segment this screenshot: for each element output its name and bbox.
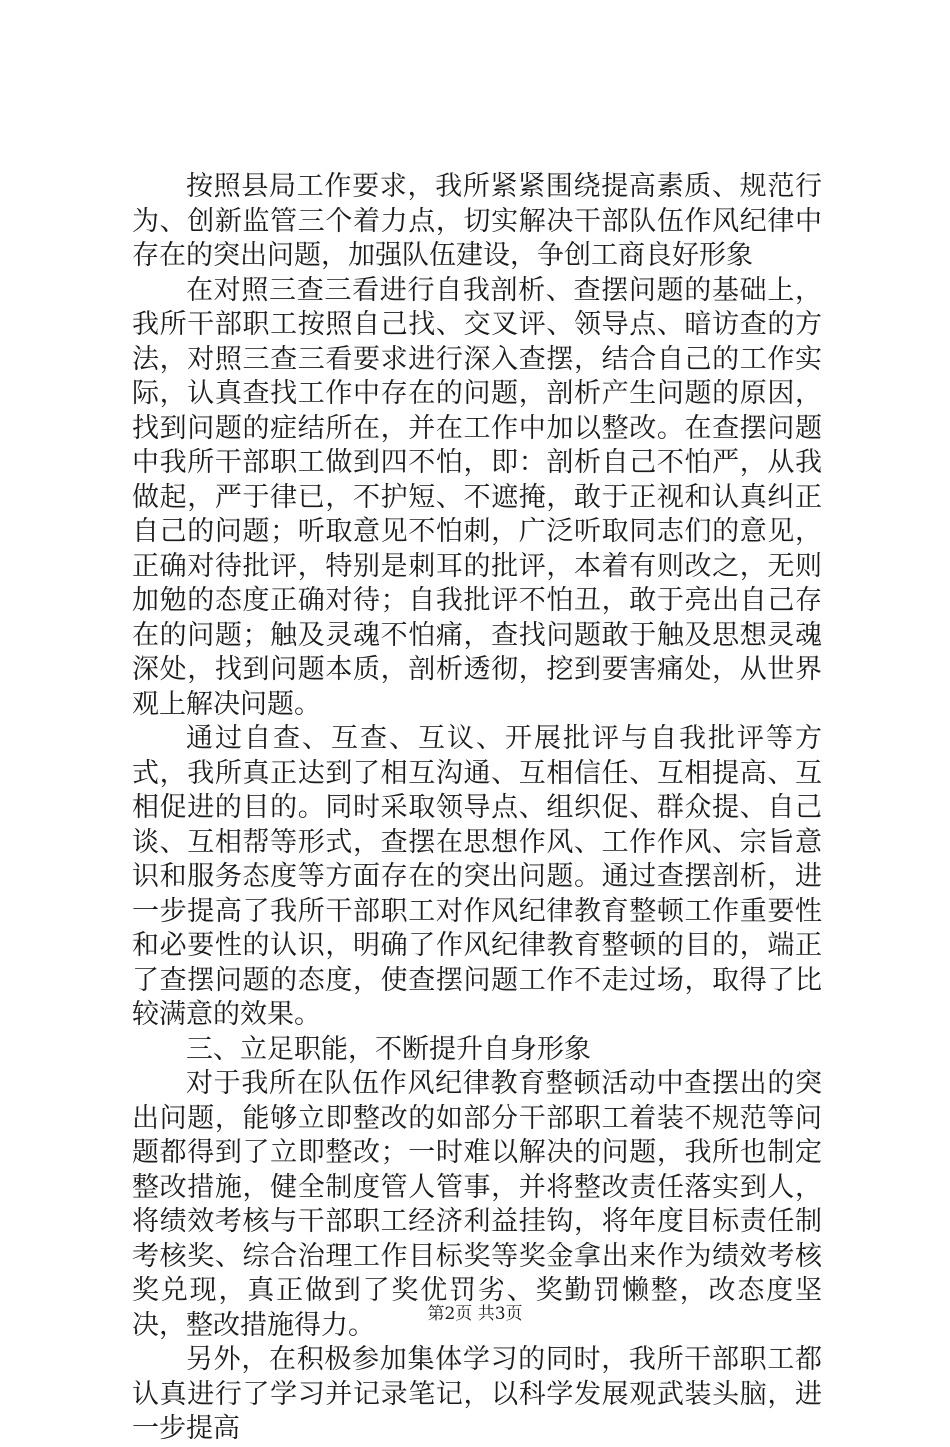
paragraph-study: 另外，在积极参加集体学习的同时，我所干部职工都认真进行了学习并记录笔记，以科学发展观武装头脑，进一步提高 xyxy=(132,1344,822,1444)
section-heading: 三、立足职能，不断提升自身形象 xyxy=(186,1033,591,1065)
paragraph-self-analysis: 在对照三查三看进行自我剖析、查摆问题的基础上，我所干部职工按照自己找、交叉评、领导点、暗访查的方法，对照三查三看要求进行深入查摆，结合自己的工作实际，认真查找工作中存在的问题，剖析产生问题的原因，找到问题的症结所在，并在工作中加以整改。在查摆问题中我所干部职工做到四不怕，即：剖析自己不怕严，从我做起，严于律已，不护短、不遮掩，敢于正视和认真纠正自己的问题；听取意见不怕刺，广泛听取同志们的意见，正确对待批评，特别是刺耳的批评，本着有则改之，无则加勉的态度正确对待；自我批评不怕丑，敢于亮出自己存在的问题；触及灵魂不怕痛，查找问题敢于触及思想灵魂深处，找到问题本质，剖析透彻，挖到要害痛处，从世界观上解决问题。 xyxy=(132,274,822,720)
paragraph-intro: 按照县局工作要求，我所紧紧围绕提高素质、规范行为、创新监管三个着力点，切实解决干部队伍作风纪律中存在的突出问题，加强队伍建设，争创工商良好形象 xyxy=(132,171,822,271)
paragraph-rectification: 对于我所在队伍作风纪律教育整顿活动中查摆出的突出问题，能够立即整改的如部分干部职工着装不规范等问题都得到了立即整改；一时难以解决的问题，我所也制定整改措施，健全制度管人管事，并将整改责任落实到人，将绩效考核与干部职工经济利益挂钩，将年度目标责任制考核奖、综合治理工作目标奖等奖金拿出来作为绩效考核奖兑现，真正做到了奖优罚劣、奖勤罚懒整，改态度坚决，整改措施得力。 xyxy=(132,1068,822,1341)
page-number-footer: 第2页 共3页 xyxy=(427,1304,523,1324)
document-body xyxy=(132,170,822,1447)
paragraph-mutual-review: 通过自查、互查、互议、开展批评与自我批评等方式，我所真正达到了相互沟通、互相信任、互相提高、互相促进的目的。同时采取领导点、组织促、群众提、自己谈、互相帮等形式，查摆在思想作风、工作作风、宗旨意识和服务态度等方面存在的突出问题。通过查摆剖析，进一步提高了我所干部职工对作风纪律教育整顿工作重要性和必要性的认识，明确了作风纪律教育整顿的目的，端正了查摆问题的态度，使查摆问题工作不走过场，取得了比较满意的效果。 xyxy=(132,723,822,1030)
